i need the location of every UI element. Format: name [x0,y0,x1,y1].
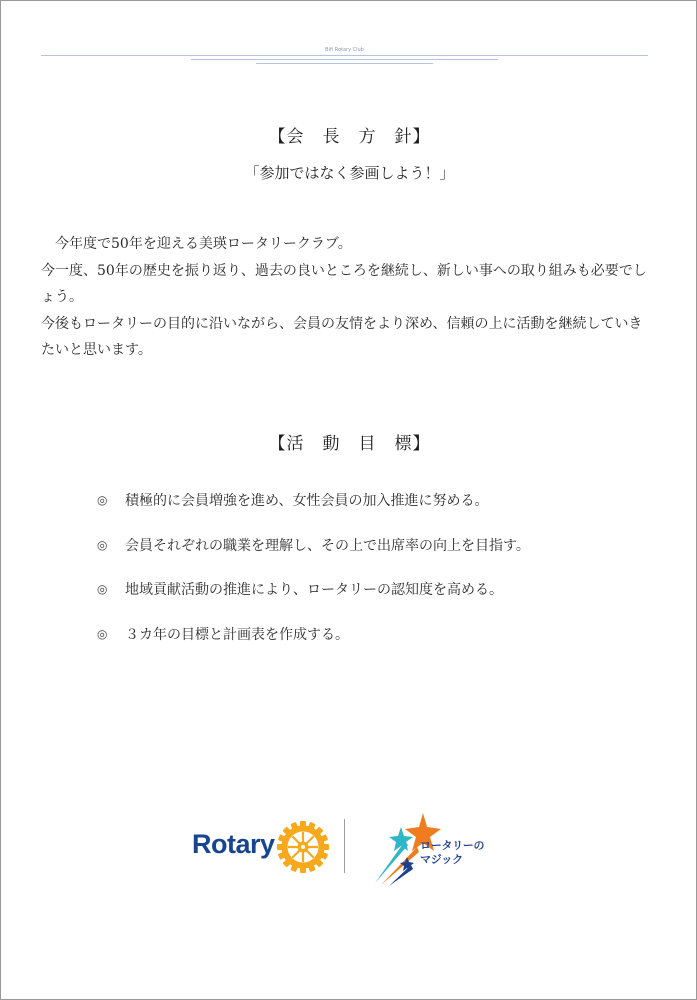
list-item [97,534,657,556]
policy-paragraph: 今一度、50年の歴史を振り返り、過去の良いところを継続し、新しい事への取り組みも必要でしょう。 [41,262,647,305]
rotary-wheel-icon [277,821,329,873]
header-rule [41,55,648,56]
policy-body [41,231,653,364]
footer-logos [191,807,511,887]
header-club-name: Bifi Rotary Club [325,47,364,53]
activity-goals-title: 【活 動 目 標】 [268,434,431,454]
goal-text: 積極的に会員増強を進め、女性会員の加入推進に努める。 [125,493,489,509]
magic-logo-line2: マジック [420,853,463,866]
policy-paragraph: 今年度で50年を迎える美瑛ロータリークラブ。 [55,236,352,252]
header-rule [191,59,498,60]
president-slogan: 「参加ではなく参画しよう！」 [244,164,455,182]
rotary-logo-wordmark: Rotary [192,829,275,859]
double-circle-bullet-icon: ◎ [97,537,108,552]
list-item [97,623,657,645]
page-header [41,45,648,69]
list-item [97,578,657,600]
double-circle-bullet-icon: ◎ [97,493,108,507]
policy-paragraph: 今後もロータリーの目的に沿いながら、会員の友情をより深め、信頼の上に活動を継続していきたいと思います。 [41,315,643,358]
double-circle-bullet-icon: ◎ [97,626,108,641]
header-rule [256,63,433,64]
activity-goals-list [97,489,657,667]
logo-divider [344,819,345,873]
goal-text: ３カ年の目標と計画表を作成する。 [125,626,349,643]
list-item [97,489,657,511]
president-policy-title: 【会 長 方 針】 [268,127,431,147]
magic-logo-line1: ロータリーの [420,839,485,852]
double-circle-bullet-icon: ◎ [97,582,108,596]
goal-text: 会員それぞれの職業を理解し、その上で出席率の向上を目指す。 [125,537,530,554]
goal-text: 地域貢献活動の推進により、ロータリーの認知度を高める。 [125,582,503,598]
